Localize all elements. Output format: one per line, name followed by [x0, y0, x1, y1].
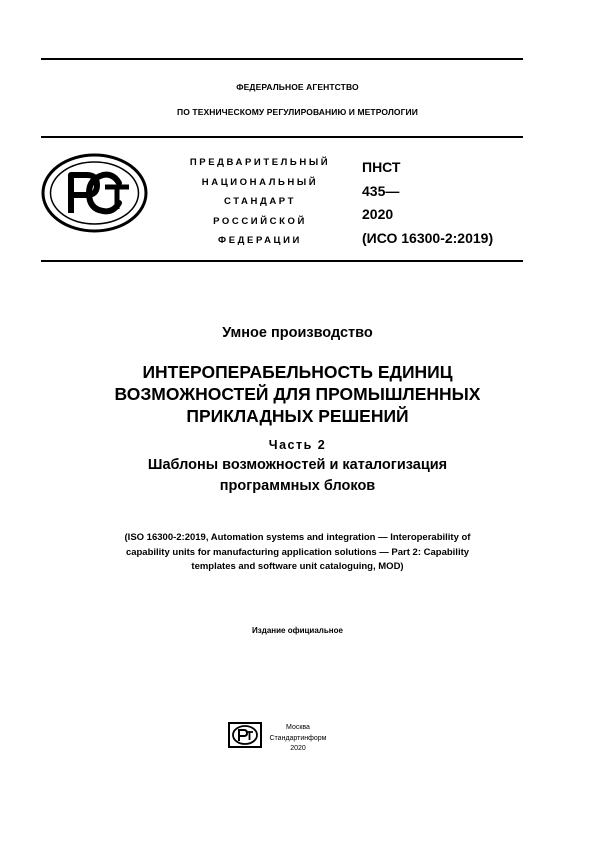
- standard-designation: [362, 156, 493, 251]
- subtitle-line-1: Шаблоны возможностей и каталогизация: [147, 457, 448, 473]
- standard-type-line-4: РОССИЙСКОЙ: [213, 215, 307, 227]
- english-title: [0, 531, 595, 575]
- designation-line-3: 2020: [362, 206, 394, 223]
- standard-type-line-5: ФЕДЕРАЦИИ: [218, 235, 302, 247]
- main-title-line-1: ИНТЕРОПЕРАБЕЛЬНОСТЬ ЕДИНИЦ: [142, 362, 453, 382]
- designation-line-4: (ИСО 16300-2:2019): [362, 230, 494, 247]
- standartinform-logo-icon: [228, 722, 262, 748]
- edition-note: Издание официальное: [252, 626, 343, 635]
- main-title-line-2: ВОЗМОЖНОСТЕЙ ДЛЯ ПРОМЫШЛЕННЫХ: [114, 384, 481, 404]
- subtitle-line-2: программных блоков: [219, 478, 376, 494]
- standard-type-line-3: СТАНДАРТ: [224, 196, 296, 208]
- publisher-info: [266, 723, 330, 755]
- standard-type-line-1: ПРЕДВАРИТЕЛЬНЫЙ: [189, 157, 331, 168]
- main-title-line-3: ПРИКЛАДНЫХ РЕШЕНИЙ: [186, 406, 409, 426]
- agency-line-2: ПО ТЕХНИЧЕСКОМУ РЕГУЛИРОВАНИЮ И МЕТРОЛОГИИ: [177, 107, 418, 117]
- part-number: Часть 2: [268, 438, 327, 452]
- main-title: [0, 361, 595, 427]
- publisher-year: 2020: [290, 745, 306, 752]
- series-title: Умное производство: [222, 325, 373, 341]
- english-title-line-1: (ISO 16300-2:2019, Automation systems and integration — Interoperability of: [124, 532, 471, 543]
- top-rule: [41, 58, 523, 60]
- logo-rule: [41, 260, 523, 262]
- publisher-name: Стандартинформ: [269, 734, 327, 742]
- english-title-line-3: templates and software unit cataloguing, MOD): [191, 561, 404, 572]
- standard-type-line-2: НАЦИОНАЛЬНЫЙ: [201, 176, 319, 188]
- designation-line-1: ПНСТ: [362, 159, 401, 175]
- subtitle: [0, 455, 595, 497]
- publisher-city: Москва: [286, 724, 310, 731]
- gost-r-emblem-icon: [41, 153, 148, 233]
- header-rule: [41, 136, 523, 138]
- standard-type: [160, 153, 360, 251]
- english-title-line-2: capability units for manufacturing application solutions — Part 2: Capability: [125, 546, 470, 558]
- agency-line-1: ФЕДЕРАЛЬНОЕ АГЕНТСТВО: [236, 82, 359, 92]
- designation-line-2: 435—: [362, 182, 400, 199]
